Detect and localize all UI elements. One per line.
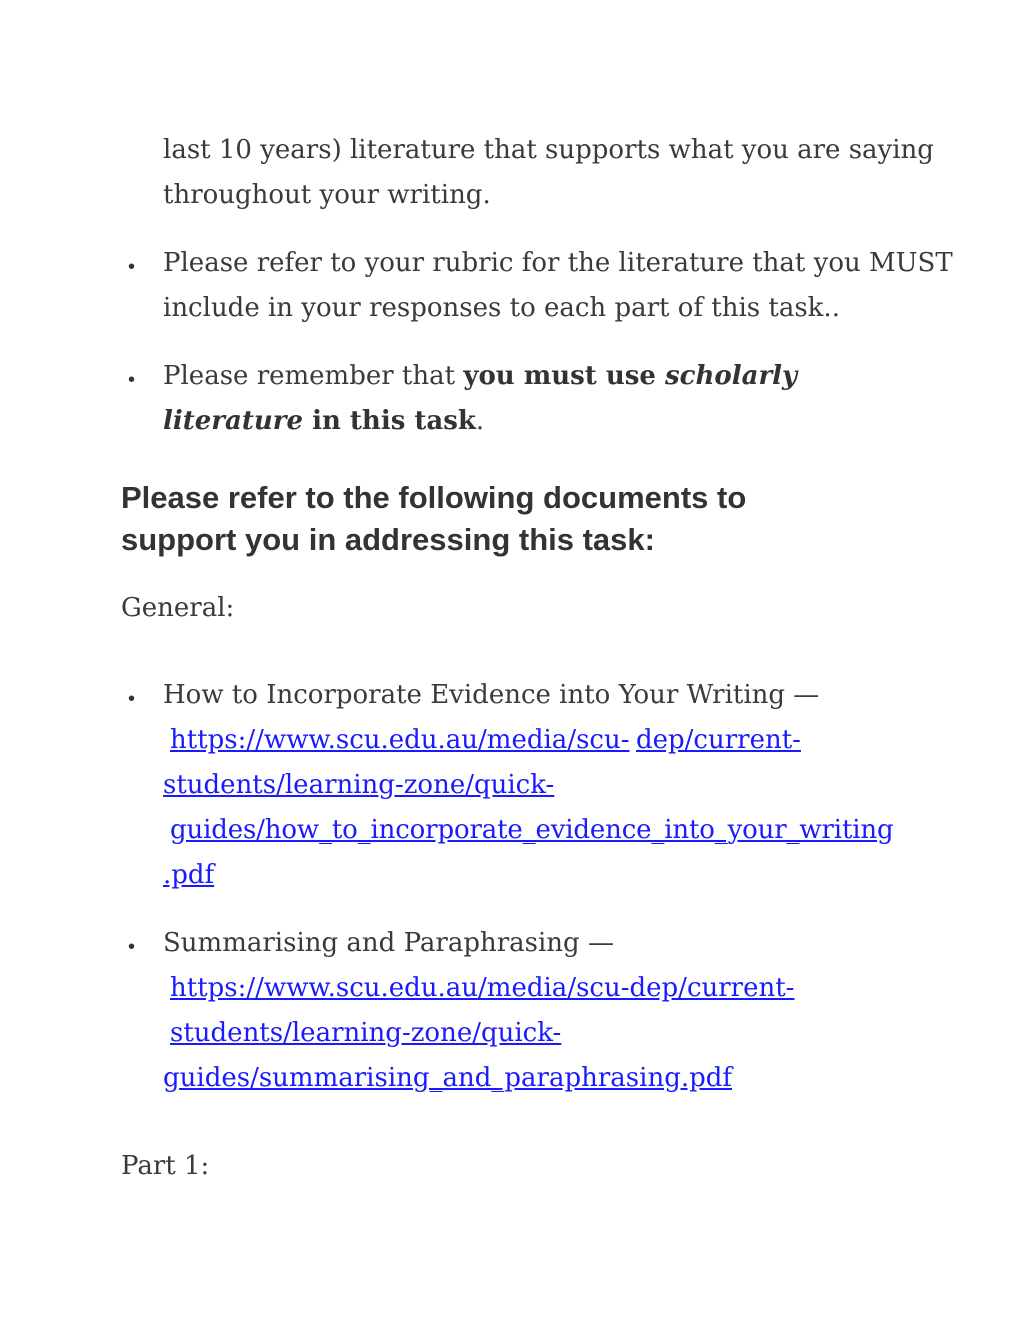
doc-title-summarising: Summarising and Paraphrasing — <box>163 928 614 958</box>
general-label: General: <box>121 593 235 623</box>
intro-line-1: last 10 years) literature that supports what you are saying <box>163 135 934 165</box>
remember-italic-text: scholarly <box>665 361 798 391</box>
link-part[interactable]: .pdf <box>163 860 215 890</box>
doc-link-incorporate-evidence-cont[interactable] <box>636 727 801 753</box>
link-part[interactable]: students/learning-zone/quick- <box>170 1018 562 1048</box>
remember-bold-text-2: in this task <box>303 406 476 436</box>
remember-prefix: Please remember that <box>163 361 464 391</box>
doc-link-incorporate-evidence[interactable] <box>170 727 630 753</box>
bullet-marker: • <box>128 688 136 710</box>
remember-italic-text-2: literature <box>163 406 304 436</box>
link-part[interactable]: students/learning-zone/quick- <box>163 770 555 800</box>
remember-bold-text: you must use <box>463 361 665 391</box>
doc-link-line[interactable] <box>163 1065 732 1091</box>
link-part[interactable]: guides/summarising_and_paraphrasing.pdf <box>163 1063 733 1093</box>
doc-link-line[interactable] <box>163 772 554 798</box>
rubric-line-2: include in your responses to each part of this task.. <box>163 293 840 323</box>
doc-link-line[interactable] <box>170 1020 561 1046</box>
remember-line-1 <box>163 363 797 389</box>
intro-line-2: throughout your writing. <box>163 180 491 210</box>
section-heading-line-2: support you in addressing this task: <box>121 522 655 557</box>
remember-line-2 <box>163 408 484 434</box>
bullet-marker: • <box>128 256 136 278</box>
doc-link-line[interactable] <box>170 817 894 843</box>
remember-period: . <box>475 406 485 436</box>
link-part[interactable]: https://www.scu.edu.au/media/scu-dep/current- <box>170 973 795 1003</box>
part-label: Part 1: <box>121 1151 210 1181</box>
link-part[interactable]: dep/current- <box>636 725 801 755</box>
link-part[interactable]: https://www.scu.edu.au/media/scu- <box>170 725 630 755</box>
doc-link-line[interactable] <box>163 862 214 888</box>
doc-link-summarising[interactable] <box>170 975 794 1001</box>
rubric-line-1: Please refer to your rubric for the literature that you MUST <box>163 248 953 278</box>
bullet-marker: • <box>128 369 136 391</box>
section-heading-line-1: Please refer to the following documents to <box>121 480 747 515</box>
bullet-marker: • <box>128 936 136 958</box>
link-part[interactable]: guides/how_to_incorporate_evidence_into_your_writing <box>170 815 894 845</box>
doc-title-incorporate-evidence: How to Incorporate Evidence into Your Writing — <box>163 680 820 710</box>
